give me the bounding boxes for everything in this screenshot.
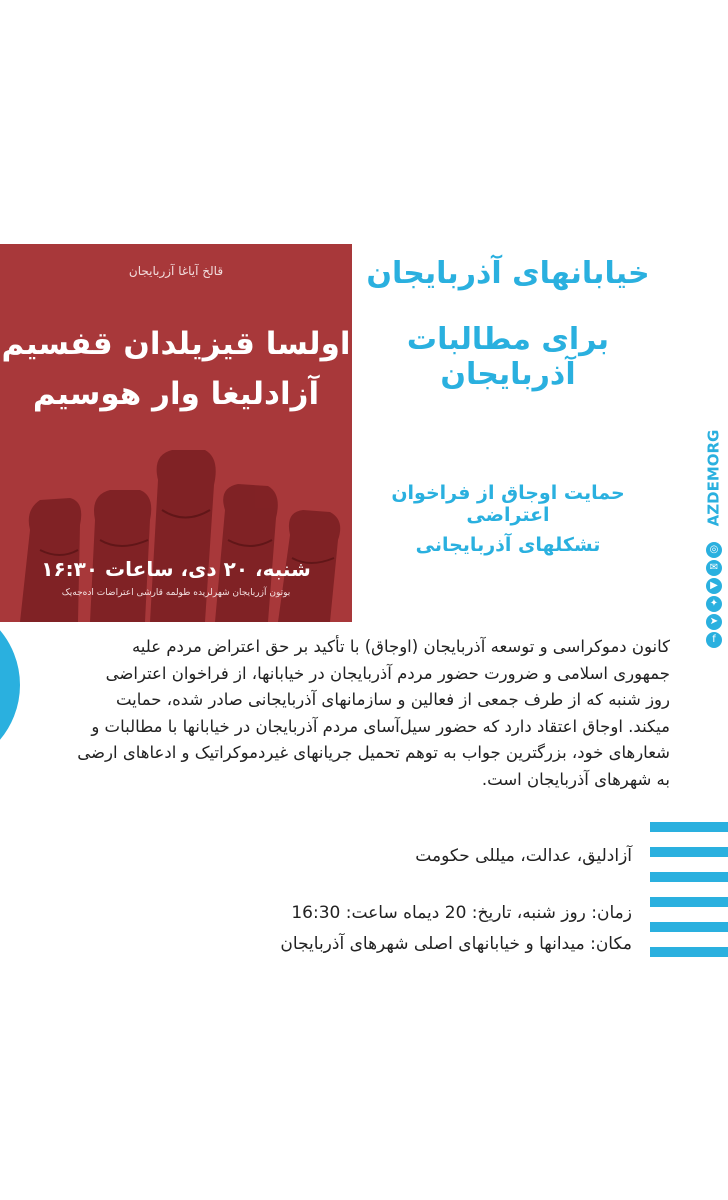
protest-poster-image: [0, 244, 352, 622]
event-time: زمان: روز شنبه، تاریخ: 20 دیماه ساعت: 16:30: [291, 903, 632, 923]
decorative-stripe: [650, 847, 728, 857]
subheadline-line-1: حمایت اوجاق از فراخوان اعتراضی: [391, 482, 625, 526]
poster-slogan-line-2: آزادليغا وار هوسيم: [32, 376, 320, 412]
poster-slogan-line-1: اولسا قيزيلدان قفسيم: [1, 326, 351, 362]
chat-icon[interactable]: ✉: [706, 560, 722, 576]
decorative-stripe: [650, 872, 728, 882]
statement-line: به شهرهای آذربایجان است.: [481, 769, 670, 789]
statement-paragraph: [40, 634, 670, 793]
decorative-stripe: [650, 897, 728, 907]
statement-line: جمهوری اسلامی و ضرورت حضور مردم آذربایجان در خیابانها، از فراخوان اعتراضی: [105, 663, 670, 683]
event-place: مکان: میدانها و خیابانهای اصلی شهرهای آذربایجان: [280, 934, 632, 954]
slogan-text: آزادلیق، عدالت، میللی حکومت: [415, 846, 632, 866]
facebook-icon[interactable]: f: [706, 632, 722, 648]
telegram-icon[interactable]: ➤: [706, 614, 722, 630]
brand-name: AZDEMORG: [704, 429, 723, 527]
poster-tagline: قالخ آياغا آزربايجان: [128, 264, 224, 278]
instagram-icon[interactable]: ◎: [706, 542, 722, 558]
brand-wordmark: [702, 418, 726, 538]
twitter-icon[interactable]: ✦: [706, 596, 722, 612]
decorative-arc: [0, 600, 20, 770]
poster-date-line: شنبه، ۲۰ دی، ساعات ۱۶:۳۰: [41, 557, 311, 581]
decorative-stripe: [650, 822, 728, 832]
social-sidebar: [702, 418, 726, 630]
statement-line: کانون دموکراسی و توسعه آذربایجان (اوجاق) با تأکید بر حق اعتراض مردم علیه: [131, 637, 670, 656]
statement-line: شعارهای خود، بزرگترین جواب به توهم تحمیل جریانهای غیردموکراتیک و ادعاهای ارضی: [77, 743, 670, 762]
headline-line-1: خیابانهای آذربایجان: [366, 256, 650, 291]
subheadline-line-2: تشکلهای آذربایجانی: [415, 534, 601, 556]
youtube-icon[interactable]: ▶: [706, 578, 722, 594]
statement-line: میکند. اوجاق اعتقاد دارد که حضور سیل‌آسای مردم آذربایجان در خیابانها با مطالبات و: [91, 716, 670, 736]
headline-line-2: برای مطالبات آذربایجان: [406, 322, 610, 392]
decorative-stripe: [650, 922, 728, 932]
statement-line: روز شنبه که از طرف جمعی از فعالین و سازمانهای آذربایجانی صادر شده، حمایت: [115, 690, 670, 709]
decorative-stripe: [650, 947, 728, 957]
poster-subtext: بوتون آزربايجان شهرلريده طولمه قارشی اعتراضات اده‌جه‌يک: [61, 588, 291, 598]
